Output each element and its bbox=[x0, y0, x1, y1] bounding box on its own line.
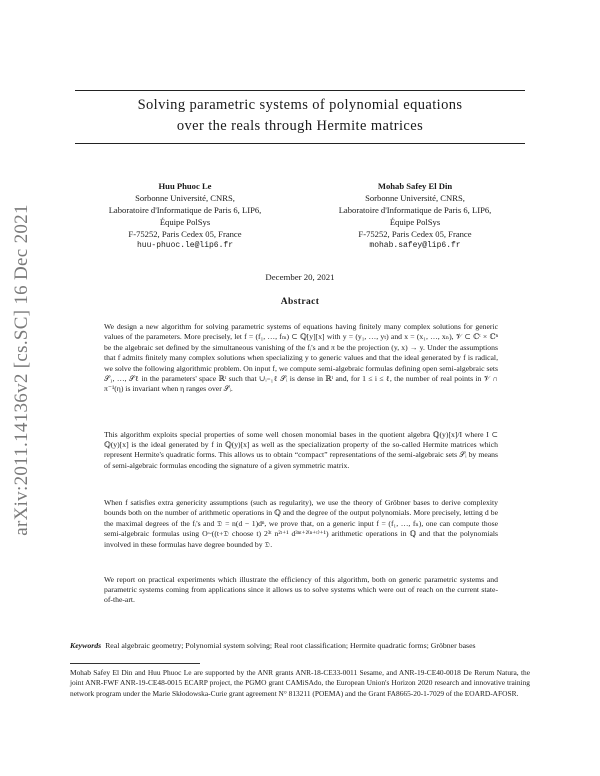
abstract-body bbox=[104, 322, 498, 613]
author-email[interactable]: mohab.safey@lip6.fr bbox=[369, 241, 461, 250]
funding-note: Mohab Safey El Din and Huu Phuoc Le are supported by the ANR grants ANR-18-CE33-0011 Sesame, and ANR-19-CE40-0018 De Rerum Natura, the joint ANR-FWF ANR-19-CE48-0015 ECARP project, the PGMO grant CAMiSAdo, the European Union's Horizon 2020 research and innovative training network program under the Marie Skłodowska-Curie grant agreement N° 813211 (POEMA) and the Grant FA8665-20-1-7029 of the EOARD-AFOSR. bbox=[70, 668, 530, 698]
abstract-paragraph: We design a new algorithm for solving parametric systems of equations having finitely many complex solutions for generic values of the parameters. More precisely, let f = (f₁, …, fₘ) ⊂ ℚ[y][x] with y = (y₁, …, yₜ) and x = (x₁, …, xₙ), 𝒱 ⊂ ℂᵗ × ℂⁿ be the algebraic set defined by the simultaneous vanishing of the fᵢ's and π be the projection (y, x) → y. Under the assumptions that f admits finitely many complex solutions when specializing y to generic values and that the ideal generated by f is radical, we solve the following algorithmic problem. On input f, we compute semi-algebraic formulas defining open semi-algebraic sets 𝒮₁, …, 𝒮ℓ in the parameters' space ℝᵗ such that ∪ᵢ₌₁ℓ 𝒮ᵢ is dense in ℝᵗ and, for 1 ≤ i ≤ ℓ, the number of real points in 𝒱 ∩ π⁻¹(η) is invariant when η ranges over 𝒮ᵢ. bbox=[104, 322, 498, 394]
abstract-paragraph: When f satisfies extra genericity assumptions (such as regularity), we use the theory of Gröbner bases to derive complexity bounds both on the number of arithmetic operations in ℚ and the degree of the output polynomials. More precisely, letting d be the maximal degrees of the fᵢ's and 𝔇 = n(d − 1)dⁿ, we prove that, on a generic input f = (f₁, …, fₙ), one can compute those semi-algebraic formulas using O~((t+𝔇 choose t) 2³ᵗ n²ᵗ⁺¹ d³ⁿᵗ⁺²⁽ⁿ⁺ᵗ⁾⁺¹) arithmetic operations in ℚ and that the polynomials involved in these formulas have degree bounded by 𝔇. bbox=[104, 498, 498, 549]
keywords-label: Keywords bbox=[70, 641, 102, 650]
arxiv-identifier: arXiv:2011.14136v2 [cs.SC] 16 Dec 2021 bbox=[11, 204, 32, 536]
author-block-1 bbox=[70, 180, 300, 252]
abstract-paragraph: We report on practical experiments which illustrate the efficiency of this algorithm, both on generic parametric systems and parametric systems coming from applications since it allows us to solve systems which were out of reach on the current state-of-the-art. bbox=[104, 574, 498, 605]
author-email[interactable]: huu-phuoc.le@lip6.fr bbox=[136, 241, 233, 250]
author-name: Mohab Safey El Din bbox=[377, 181, 453, 191]
title-rule-bottom bbox=[75, 143, 525, 144]
author-team: Équipe PolSys bbox=[159, 217, 211, 227]
author-address: F-75252, Paris Cedex 05, France bbox=[128, 229, 242, 239]
author-block-2 bbox=[300, 180, 530, 252]
author-affiliation: Sorbonne Université, CNRS, bbox=[135, 193, 235, 203]
arxiv-sidebar bbox=[2, 185, 42, 555]
author-name: Huu Phuoc Le bbox=[158, 181, 212, 191]
abstract-heading: Abstract bbox=[280, 297, 320, 307]
author-lab: Laboratoire d'Informatique de Paris 6, LIP6, bbox=[338, 205, 492, 215]
author-address: F-75252, Paris Cedex 05, France bbox=[358, 229, 472, 239]
keywords-text: Real algebraic geometry; Polynomial system solving; Real root classification; Hermite quadratic forms; Gröbner bases bbox=[105, 641, 476, 650]
author-team: Équipe PolSys bbox=[389, 217, 441, 227]
publication-date: December 20, 2021 bbox=[265, 272, 335, 282]
title-rule-top bbox=[75, 90, 525, 91]
abstract-paragraph: This algorithm exploits special properties of some well chosen monomial bases in the quotient algebra ℚ(y)[x]/I where I ⊂ ℚ(y)[x] is the ideal generated by f in ℚ(y)[x] as well as the specialization property of the so-called Hermite matrices which represent Hermite's quadratic forms. This allows us to obtain “compact” representations of the semi-algebraic sets 𝒮ᵢ by means of semi-algebraic formulas encoding the signature of a given symmetric matrix. bbox=[104, 429, 498, 470]
footnote-rule bbox=[70, 663, 200, 664]
author-affiliation: Sorbonne Université, CNRS, bbox=[365, 193, 465, 203]
keywords-section bbox=[70, 641, 530, 651]
author-lab: Laboratoire d'Informatique de Paris 6, LIP6, bbox=[108, 205, 262, 215]
paper-title-line-2: over the reals through Hermite matrices bbox=[176, 118, 424, 134]
paper-title-line-1: Solving parametric systems of polynomial equations bbox=[137, 97, 463, 113]
